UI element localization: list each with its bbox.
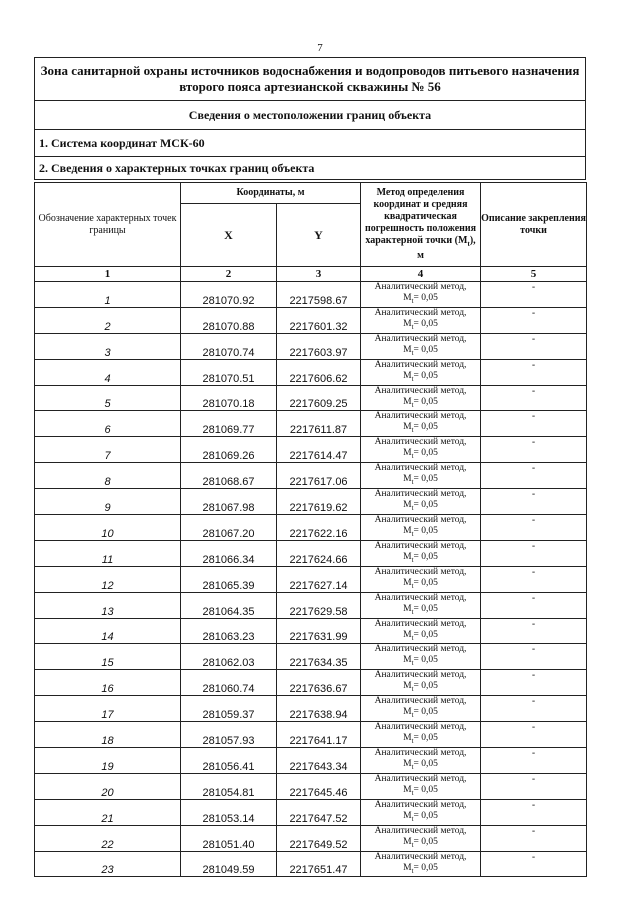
header-description: Описание закрепления точки <box>481 183 587 267</box>
table-row <box>35 696 587 722</box>
method-precision: $M_t= 0,05$ <box>403 862 438 875</box>
method-label: Аналитический метод, <box>374 489 467 500</box>
coordinate-y: 2217651.47 <box>277 851 361 877</box>
method-label: Аналитический метод, <box>374 748 467 759</box>
method-cell <box>361 618 481 644</box>
point-number: 14 <box>35 618 181 644</box>
column-number: 5 <box>481 267 587 282</box>
method-precision: $M_t= 0,05$ <box>403 603 438 616</box>
method-label: Аналитический метод, <box>374 825 467 836</box>
method-precision: $M_t= 0,05$ <box>403 500 438 513</box>
description-cell: - <box>481 385 587 411</box>
method-precision: $M_t= 0,05$ <box>403 318 438 331</box>
point-number: 6 <box>35 411 181 437</box>
method-precision: $M_t= 0,05$ <box>403 655 438 668</box>
header-coordinates: Координаты, м <box>181 183 361 204</box>
column-number: 1 <box>35 267 181 282</box>
method-cell <box>361 411 481 437</box>
coordinate-x: 281057.93 <box>181 722 277 748</box>
point-number: 12 <box>35 566 181 592</box>
description-cell: - <box>481 411 587 437</box>
coordinate-y: 2217609.25 <box>277 385 361 411</box>
header-x: X <box>181 204 277 267</box>
coordinate-y: 2217611.87 <box>277 411 361 437</box>
method-label: Аналитический метод, <box>374 333 467 344</box>
method-label: Аналитический метод, <box>374 670 467 681</box>
point-number: 5 <box>35 385 181 411</box>
method-cell <box>361 437 481 463</box>
description-cell: - <box>481 773 587 799</box>
coordinate-y: 2217606.62 <box>277 359 361 385</box>
method-cell <box>361 489 481 515</box>
method-label: Аналитический метод, <box>374 799 467 810</box>
point-number: 20 <box>35 773 181 799</box>
table-row <box>35 489 587 515</box>
method-cell <box>361 385 481 411</box>
method-label: Аналитический метод, <box>374 359 467 370</box>
coordinate-y: 2217617.06 <box>277 463 361 489</box>
point-number: 10 <box>35 515 181 541</box>
method-cell <box>361 359 481 385</box>
method-label: Аналитический метод, <box>374 515 467 526</box>
method-precision: $M_t= 0,05$ <box>403 733 438 746</box>
method-precision: $M_t= 0,05$ <box>403 370 438 383</box>
coordinate-x: 281067.20 <box>181 515 277 541</box>
coordinate-y: 2217645.46 <box>277 773 361 799</box>
method-cell <box>361 566 481 592</box>
table-row <box>35 618 587 644</box>
point-number: 15 <box>35 644 181 670</box>
point-number: 9 <box>35 489 181 515</box>
method-cell <box>361 696 481 722</box>
coordinate-y: 2217601.32 <box>277 307 361 333</box>
point-number: 2 <box>35 307 181 333</box>
section-coordinate-system: 1. Система координат МСК-60 <box>35 130 586 157</box>
method-label: Аналитический метод, <box>374 463 467 474</box>
method-cell <box>361 515 481 541</box>
description-cell: - <box>481 799 587 825</box>
method-label: Аналитический метод, <box>374 644 467 655</box>
coordinate-x: 281070.74 <box>181 333 277 359</box>
header-method: Метод определения координат и средняя квадратическая погрешность положения характерной точки $(M_t)$, м <box>361 183 481 267</box>
method-precision: $M_t= 0,05$ <box>403 396 438 409</box>
coordinate-x: 281062.03 <box>181 644 277 670</box>
coordinate-x: 281053.14 <box>181 799 277 825</box>
method-label: Аналитический метод, <box>374 618 467 629</box>
point-number: 23 <box>35 851 181 877</box>
method-label: Аналитический метод, <box>374 592 467 603</box>
coordinate-y: 2217647.52 <box>277 799 361 825</box>
table-row <box>35 540 587 566</box>
description-cell: - <box>481 307 587 333</box>
point-number: 13 <box>35 592 181 618</box>
method-cell <box>361 748 481 774</box>
method-precision: $M_t= 0,05$ <box>403 474 438 487</box>
point-number: 1 <box>35 282 181 308</box>
description-cell: - <box>481 282 587 308</box>
description-cell: - <box>481 825 587 851</box>
method-cell <box>361 825 481 851</box>
description-cell: - <box>481 618 587 644</box>
method-cell <box>361 851 481 877</box>
section-points: 2. Сведения о характерных точках границ объекта <box>35 157 586 180</box>
header-point: Обозначение характерных точек границы <box>35 183 181 267</box>
column-number: 2 <box>181 267 277 282</box>
points-table <box>34 182 587 877</box>
coordinate-x: 281064.35 <box>181 592 277 618</box>
method-precision: $M_t= 0,05$ <box>403 551 438 564</box>
coordinate-y: 2217622.16 <box>277 515 361 541</box>
method-label: Аналитический метод, <box>374 540 467 551</box>
point-number: 22 <box>35 825 181 851</box>
method-precision: $M_t= 0,05$ <box>403 707 438 720</box>
coordinate-y: 2217598.67 <box>277 282 361 308</box>
method-precision: $M_t= 0,05$ <box>403 448 438 461</box>
table-row <box>35 282 587 308</box>
point-number: 7 <box>35 437 181 463</box>
coordinate-y: 2217638.94 <box>277 696 361 722</box>
method-cell <box>361 773 481 799</box>
method-cell <box>361 540 481 566</box>
header-y: Y <box>277 204 361 267</box>
coordinate-y: 2217619.62 <box>277 489 361 515</box>
coordinate-y: 2217624.66 <box>277 540 361 566</box>
method-cell <box>361 307 481 333</box>
table-row <box>35 411 587 437</box>
description-cell: - <box>481 437 587 463</box>
table-row <box>35 748 587 774</box>
table-row <box>35 566 587 592</box>
method-precision: $M_t= 0,05$ <box>403 681 438 694</box>
table-row <box>35 799 587 825</box>
table-row <box>35 825 587 851</box>
coordinate-x: 281056.41 <box>181 748 277 774</box>
coordinate-y: 2217631.99 <box>277 618 361 644</box>
table-row <box>35 670 587 696</box>
description-cell: - <box>481 696 587 722</box>
table-row <box>35 463 587 489</box>
method-precision: $M_t= 0,05$ <box>403 422 438 435</box>
page-number: 7 <box>317 42 323 54</box>
coordinate-x: 281063.23 <box>181 618 277 644</box>
method-precision: $M_t= 0,05$ <box>403 293 438 305</box>
method-cell <box>361 670 481 696</box>
coordinate-x: 281069.77 <box>181 411 277 437</box>
point-number: 19 <box>35 748 181 774</box>
coordinate-y: 2217629.58 <box>277 592 361 618</box>
coordinate-x: 281066.34 <box>181 540 277 566</box>
coordinate-y: 2217627.14 <box>277 566 361 592</box>
column-number: 3 <box>277 267 361 282</box>
method-precision: $M_t= 0,05$ <box>403 526 438 538</box>
document-subtitle: Сведения о местоположении границ объекта <box>35 101 586 130</box>
description-cell: - <box>481 515 587 541</box>
table-row <box>35 437 587 463</box>
description-cell: - <box>481 359 587 385</box>
point-number: 16 <box>35 670 181 696</box>
table-row <box>35 307 587 333</box>
method-cell <box>361 799 481 825</box>
method-cell <box>361 592 481 618</box>
description-cell: - <box>481 540 587 566</box>
method-label: Аналитический метод, <box>374 566 467 577</box>
coordinate-x: 281068.67 <box>181 463 277 489</box>
coordinate-y: 2217649.52 <box>277 825 361 851</box>
coordinate-x: 281067.98 <box>181 489 277 515</box>
description-cell: - <box>481 592 587 618</box>
table-row <box>35 851 587 877</box>
description-cell: - <box>481 566 587 592</box>
coordinate-y: 2217603.97 <box>277 333 361 359</box>
coordinate-x: 281060.74 <box>181 670 277 696</box>
method-label: Аналитический метод, <box>374 696 467 707</box>
method-label: Аналитический метод, <box>374 722 467 733</box>
description-cell: - <box>481 748 587 774</box>
point-number: 3 <box>35 333 181 359</box>
point-number: 4 <box>35 359 181 385</box>
column-number: 4 <box>361 267 481 282</box>
coordinate-x: 281070.92 <box>181 282 277 308</box>
description-cell: - <box>481 851 587 877</box>
method-cell <box>361 722 481 748</box>
description-cell: - <box>481 489 587 515</box>
coordinate-y: 2217614.47 <box>277 437 361 463</box>
table-row <box>35 359 587 385</box>
table-row <box>35 333 587 359</box>
coordinate-x: 281054.81 <box>181 773 277 799</box>
coordinate-x: 281051.40 <box>181 825 277 851</box>
header-table <box>34 57 586 180</box>
point-number: 21 <box>35 799 181 825</box>
point-number: 8 <box>35 463 181 489</box>
method-label: Аналитический метод, <box>374 385 467 396</box>
method-label: Аналитический метод, <box>374 307 467 318</box>
table-row <box>35 592 587 618</box>
method-precision: $M_t= 0,05$ <box>403 577 438 590</box>
method-precision: $M_t= 0,05$ <box>403 810 438 823</box>
method-cell <box>361 463 481 489</box>
method-cell <box>361 282 481 308</box>
method-label: Аналитический метод, <box>374 411 467 422</box>
method-label: Аналитический метод, <box>374 282 467 292</box>
method-precision: $M_t= 0,05$ <box>403 629 438 642</box>
description-cell: - <box>481 644 587 670</box>
description-cell: - <box>481 722 587 748</box>
table-row <box>35 773 587 799</box>
method-label: Аналитический метод, <box>374 437 467 448</box>
document-title: Зона санитарной охраны источников водоснабжения и водопроводов питьевого назначения второго пояса артезианской скважины № 56 <box>35 58 586 101</box>
method-precision: $M_t= 0,05$ <box>403 836 438 849</box>
method-cell <box>361 644 481 670</box>
coordinate-x: 281069.26 <box>181 437 277 463</box>
coordinate-x: 281049.59 <box>181 851 277 877</box>
method-cell <box>361 333 481 359</box>
point-number: 18 <box>35 722 181 748</box>
coordinate-x: 281059.37 <box>181 696 277 722</box>
method-precision: $M_t= 0,05$ <box>403 344 438 357</box>
coordinate-y: 2217636.67 <box>277 670 361 696</box>
coordinate-x: 281070.18 <box>181 385 277 411</box>
description-cell: - <box>481 333 587 359</box>
table-row <box>35 722 587 748</box>
description-cell: - <box>481 670 587 696</box>
coordinate-y: 2217641.17 <box>277 722 361 748</box>
method-label: Аналитический метод, <box>374 773 467 784</box>
method-precision: $M_t= 0,05$ <box>403 759 438 771</box>
method-label: Аналитический метод, <box>374 851 467 862</box>
description-cell: - <box>481 463 587 489</box>
table-row <box>35 644 587 670</box>
coordinate-x: 281065.39 <box>181 566 277 592</box>
point-number: 11 <box>35 540 181 566</box>
point-number: 17 <box>35 696 181 722</box>
coordinate-y: 2217643.34 <box>277 748 361 774</box>
table-row <box>35 385 587 411</box>
coordinate-x: 281070.88 <box>181 307 277 333</box>
table-row <box>35 515 587 541</box>
coordinate-x: 281070.51 <box>181 359 277 385</box>
method-precision: $M_t= 0,05$ <box>403 784 438 797</box>
coordinate-y: 2217634.35 <box>277 644 361 670</box>
